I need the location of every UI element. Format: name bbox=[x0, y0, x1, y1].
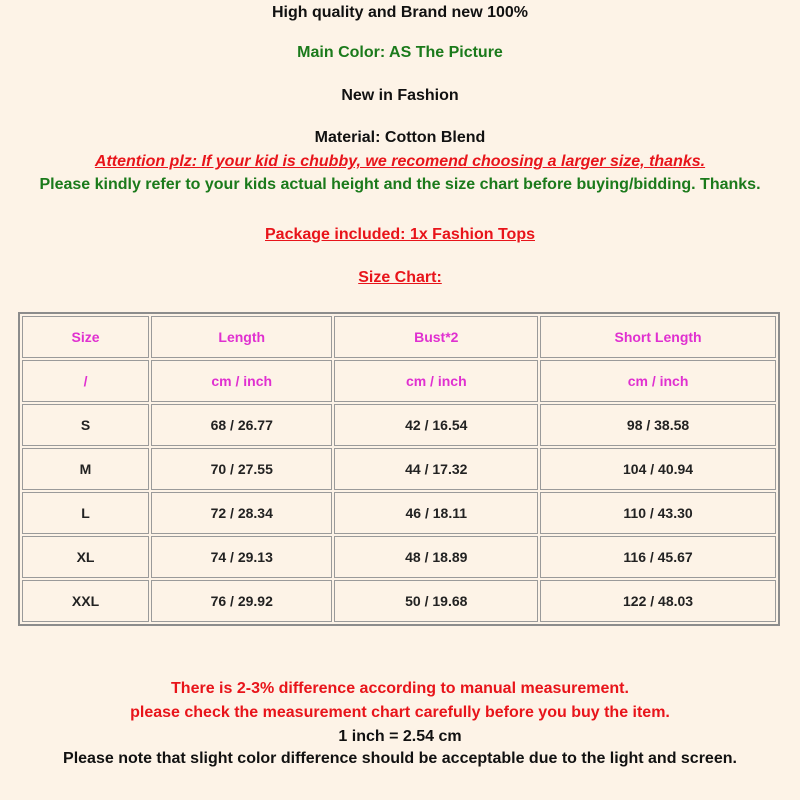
short-length-cell: 104 / 40.94 bbox=[540, 448, 776, 490]
unit-cell: / bbox=[22, 360, 149, 402]
bust-cell: 50 / 19.68 bbox=[334, 580, 538, 622]
table-row bbox=[22, 448, 776, 490]
difference-line: There is 2-3% difference according to manual measurement. bbox=[171, 680, 629, 697]
table-header-row bbox=[22, 316, 776, 358]
quality-line: High quality and Brand new 100% bbox=[271, 4, 529, 21]
bust-cell: 44 / 17.32 bbox=[334, 448, 538, 490]
header-cell: Bust*2 bbox=[334, 316, 538, 358]
size-cell: S bbox=[22, 404, 149, 446]
size-chart-title: Size Chart: bbox=[358, 269, 442, 286]
short-length-cell: 122 / 48.03 bbox=[540, 580, 776, 622]
bust-cell: 46 / 18.11 bbox=[334, 492, 538, 534]
unit-cell: cm / inch bbox=[540, 360, 776, 402]
header-cell: Length bbox=[151, 316, 332, 358]
new-in-line: New in Fashion bbox=[341, 87, 459, 104]
size-cell: L bbox=[22, 492, 149, 534]
refer-line: Please kindly refer to your kids actual height and the size chart before buying/bidding. Thanks. bbox=[39, 176, 761, 193]
bust-cell: 42 / 16.54 bbox=[334, 404, 538, 446]
short-length-cell: 110 / 43.30 bbox=[540, 492, 776, 534]
package-line: Package included: 1x Fashion Tops bbox=[265, 226, 535, 243]
size-cell: XL bbox=[22, 536, 149, 578]
size-cell: XXL bbox=[22, 580, 149, 622]
unit-cell: cm / inch bbox=[151, 360, 332, 402]
table-row bbox=[22, 404, 776, 446]
length-cell: 74 / 29.13 bbox=[151, 536, 332, 578]
header-cell: Short Length bbox=[540, 316, 776, 358]
main-color-line: Main Color: AS The Picture bbox=[297, 44, 503, 61]
table-row bbox=[22, 580, 776, 622]
header-cell: Size bbox=[22, 316, 149, 358]
table-row bbox=[22, 492, 776, 534]
length-cell: 76 / 29.92 bbox=[151, 580, 332, 622]
attention-line: Attention plz: If your kid is chubby, we recomend choosing a larger size, thanks. bbox=[94, 153, 706, 170]
table-row bbox=[22, 536, 776, 578]
unit-cell: cm / inch bbox=[334, 360, 538, 402]
size-cell: M bbox=[22, 448, 149, 490]
short-length-cell: 98 / 38.58 bbox=[540, 404, 776, 446]
length-cell: 70 / 27.55 bbox=[151, 448, 332, 490]
length-cell: 72 / 28.34 bbox=[151, 492, 332, 534]
color-note-line: Please note that slight color difference should be acceptable due to the light and screen. bbox=[63, 750, 737, 767]
bust-cell: 48 / 18.89 bbox=[334, 536, 538, 578]
material-line: Material: Cotton Blend bbox=[314, 129, 486, 146]
length-cell: 68 / 26.77 bbox=[151, 404, 332, 446]
table-unit-row bbox=[22, 360, 776, 402]
inch-line: 1 inch = 2.54 cm bbox=[338, 728, 462, 745]
size-chart-table bbox=[18, 312, 780, 626]
check-line: please check the measurement chart carefully before you buy the item. bbox=[130, 704, 670, 721]
short-length-cell: 116 / 45.67 bbox=[540, 536, 776, 578]
